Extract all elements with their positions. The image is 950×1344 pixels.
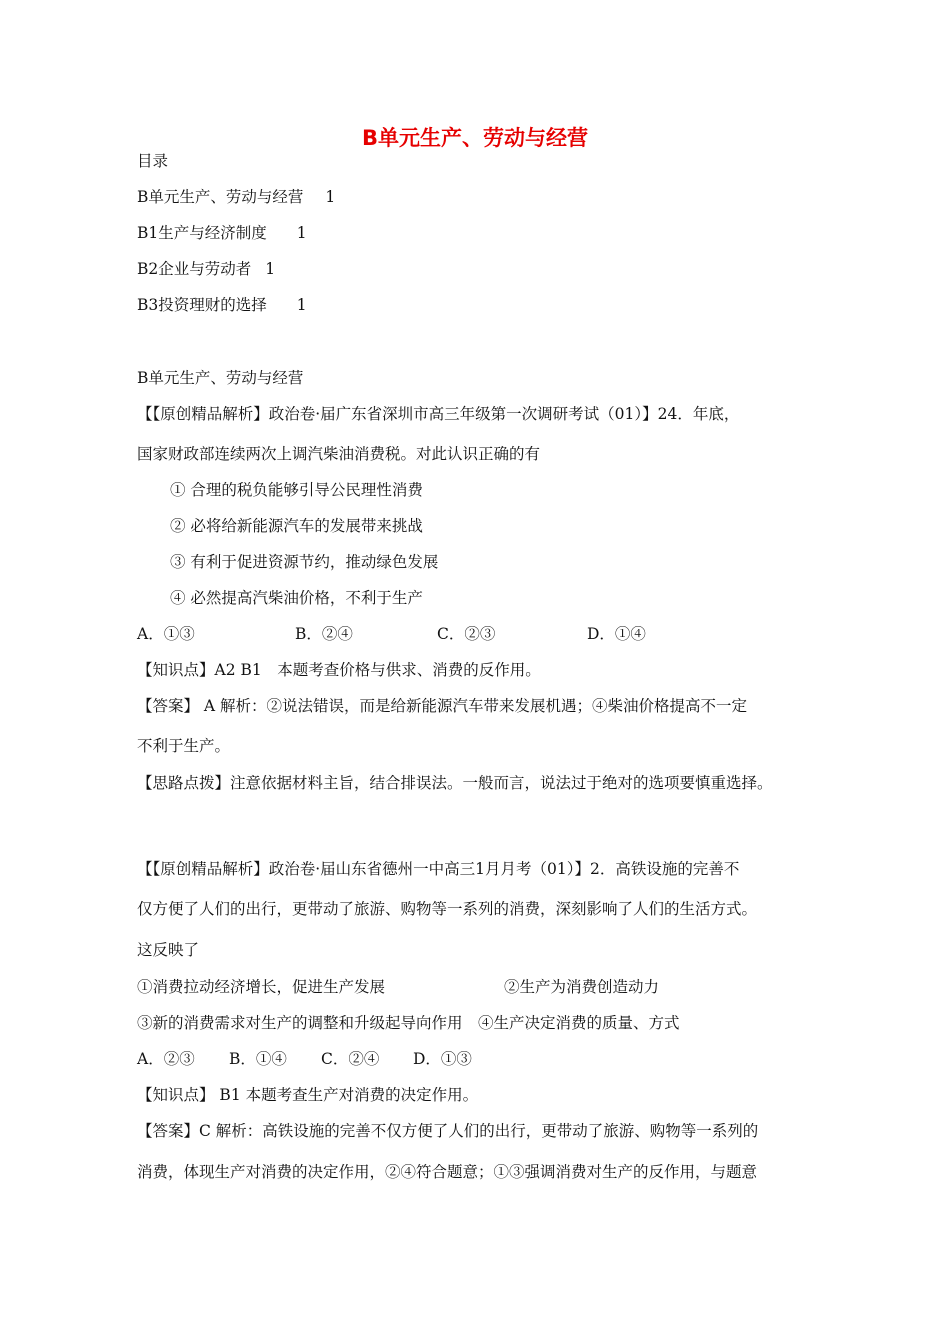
section-heading: B单元生产、劳动与经营 [137,369,304,387]
toc-item[interactable] [137,222,307,244]
q1-option-d[interactable]: D．①④ [587,625,646,643]
q2-knowledge: 【知识点】 B1 本题考查生产对消费的决定作用。 [137,1086,479,1104]
q1-tip: 【思路点拨】注意依据材料主旨，结合排误法。一般而言，说法过于绝对的选项要慎重选择。 [137,774,773,792]
q1-option-a[interactable]: A．①③ [137,625,195,643]
toc-item-page: 1 [296,224,307,242]
q1-stem-line: 【【原创精品解析】政治卷·届广东省深圳市高三年级第一次调研考试（01）】24．年底， [137,405,740,423]
q1-option-b[interactable]: B．②④ [295,625,353,643]
q2-statement: ②生产为消费创造动力 [504,978,660,996]
q1-statement: ② 必将给新能源汽车的发展带来挑战 [170,517,423,535]
q1-statement: ① 合理的税负能够引导公民理性消费 [170,481,423,499]
q2-statement: ①消费拉动经济增长，促进生产发展 [137,978,386,996]
toc-item-label: B1生产与经济制度 [137,224,267,242]
toc-heading: 目录 [137,152,169,170]
toc-item-page: 1 [325,188,336,206]
q2-statement: ③新的消费需求对生产的调整和升级起导向作用 ④生产决定消费的质量、方式 [137,1014,680,1032]
q2-options [137,1048,472,1070]
q1-stem-line: 国家财政部连续两次上调汽柴油消费税。对此认识正确的有 [137,445,541,463]
q2-stem-line: 这反映了 [137,941,200,959]
document-title: B单元生产、劳动与经营 [361,126,588,150]
q2-statements-row [137,976,659,998]
q1-statement: ③ 有利于促进资源节约，推动绿色发展 [170,553,439,571]
q2-stem-line: 仅方便了人们的出行，更带动了旅游、购物等一系列的消费，深刻影响了人们的生活方式。 [137,900,758,918]
toc-item-page: 1 [265,260,276,278]
q1-answer-line: 【答案】 A 解析：②说法错误，而是给新能源汽车带来发展机遇；④柴油价格提高不一定 [137,697,748,715]
q1-option-c[interactable]: C．②③ [437,625,496,643]
q2-option-d[interactable]: D．①③ [413,1050,472,1068]
toc-item-label: B单元生产、劳动与经营 [137,188,304,206]
q1-answer-line: 不利于生产。 [137,737,231,755]
q1-options [137,623,646,645]
toc-item-page: 1 [296,296,307,314]
toc-item-label: B3投资理财的选择 [137,296,267,314]
toc-item[interactable] [137,186,335,208]
toc-item-label: B2企业与劳动者 [137,260,252,278]
q2-stem-line: 【【原创精品解析】政治卷·届山东省德州一中高三1月月考（01）】2．高铁设施的完善不 [137,860,740,878]
q1-statement: ④ 必然提高汽柴油价格，不利于生产 [170,589,423,607]
q2-answer-line: 消费，体现生产对消费的决定作用，②④符合题意；①③强调消费对生产的反作用，与题意 [137,1163,758,1181]
q2-answer-line: 【答案】C 解析：高铁设施的完善不仅方便了人们的出行，更带动了旅游、购物等一系列的 [137,1122,759,1140]
toc-item[interactable] [137,258,275,280]
q2-option-c[interactable]: C．②④ [321,1050,380,1068]
q2-option-b[interactable]: B．①④ [229,1050,287,1068]
toc-item[interactable] [137,294,307,316]
q1-knowledge: 【知识点】A2 B1 本题考查价格与供求、消费的反作用。 [137,661,541,679]
q2-option-a[interactable]: A．②③ [137,1050,195,1068]
